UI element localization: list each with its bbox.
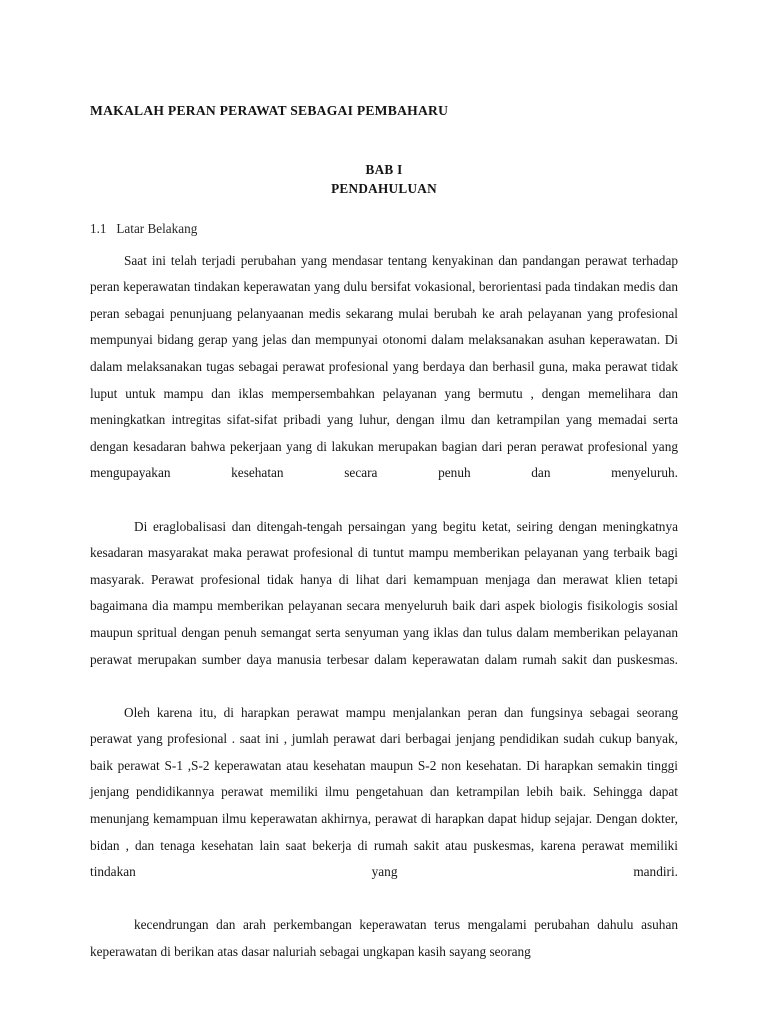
chapter-name-label: PENDAHULUAN xyxy=(331,181,437,197)
paragraph: Di eraglobalisasi dan ditengah-tengah persaingan yang begitu ketat, seiring dengan meningkatnya kesadaran masyarakat maka perawat profesional di tuntut mampu memberikan pelayanan yang terbaik bagi masyarak. Perawat profesional tidak hanya di lihat dari kemampuan menjaga dan merawat klien tetapi bagaimana dia mampu memberikan pelayanan secara menyeluruh baik dari aspek biologis fisikologis sosial maupun spritual dengan penuh semangat serta senyuman yang iklas dan tulus dalam memberikan pelayanan perawat merupakan sumber daya manusia terbesar dalam keperawatan dalam rumah sakit dan puskesmas. xyxy=(90,518,678,667)
chapter-number-label: BAB I xyxy=(365,162,403,178)
section-heading-latar-belakang: 1.1 Latar Belakang xyxy=(90,220,198,236)
page-title: MAKALAH PERAN PERAWAT SEBAGAI PEMBAHARU xyxy=(90,103,449,118)
paragraph: Saat ini telah terjadi perubahan yang mendasar tentang kenyakinan dan pandangan perawat terhadap peran keperawatan tindakan keperawatan yang dulu bersifat vokasional, berorientasi pada tindakan medis dan peran sebagai penunjuang pelanyaanan medis sekarang mulai berubah ke arah pelayanan yang profesional mempunyai bidang gerap yang jelas dan mempunyai otonomi dalam melaksanakan asuhan keperawatan. Di dalam melaksanakan tugas sebagai perawat profesional yang berdaya dan berhasil guna, maka perawat tidak luput untuk mampu dan iklas mempersembahkan pelayanan yang bermutu , dengan memelihara dan meningkatkan intregitas sifat-sifat pribadi yang luhur, dengan ilmu dan ketrampilan yang memadai serta dengan kesadaran bahwa pekerjaan yang di lakukan merupakan bagian dari peran perawat profesional yang mengupayakan kesehatan secara penuh dan menyeluruh. xyxy=(90,252,678,481)
paragraph: Oleh karena itu, di harapkan perawat mampu menjalankan peran dan fungsinya sebagai seorang perawat yang profesional . saat ini , jumlah perawat dari berbagai jenjang pendidikan sudah cukup banyak, baik perawat S-1 ,S-2 keperawatan atau kesehatan maupun S-2 non kesehatan. Di harapkan semakin tinggi jenjang pendidikannya perawat memiliki ilmu pengetahuan dan ketrampilan lebih baik. Sehingga dapat menunjang kemampuan ilmu keperawatan akhirnya, perawat di harapkan dapat hidup sejajar. Dengan dokter, bidan , dan tenaga kesehatan lain saat bekerja di rumah sakit atau puskesmas, karena perawat memiliki tindakan yang mandiri. xyxy=(90,704,678,880)
body-text-block xyxy=(90,248,678,966)
paragraph: kecendrungan dan arah perkembangan keperawatan terus mengalami perubahan dahulu asuhan keperawatan di berikan atas dasar naluriah sebagai ungkapan kasih sayang seorang xyxy=(90,917,678,960)
page-content-column xyxy=(90,0,678,966)
chapter-heading-block xyxy=(90,160,678,198)
